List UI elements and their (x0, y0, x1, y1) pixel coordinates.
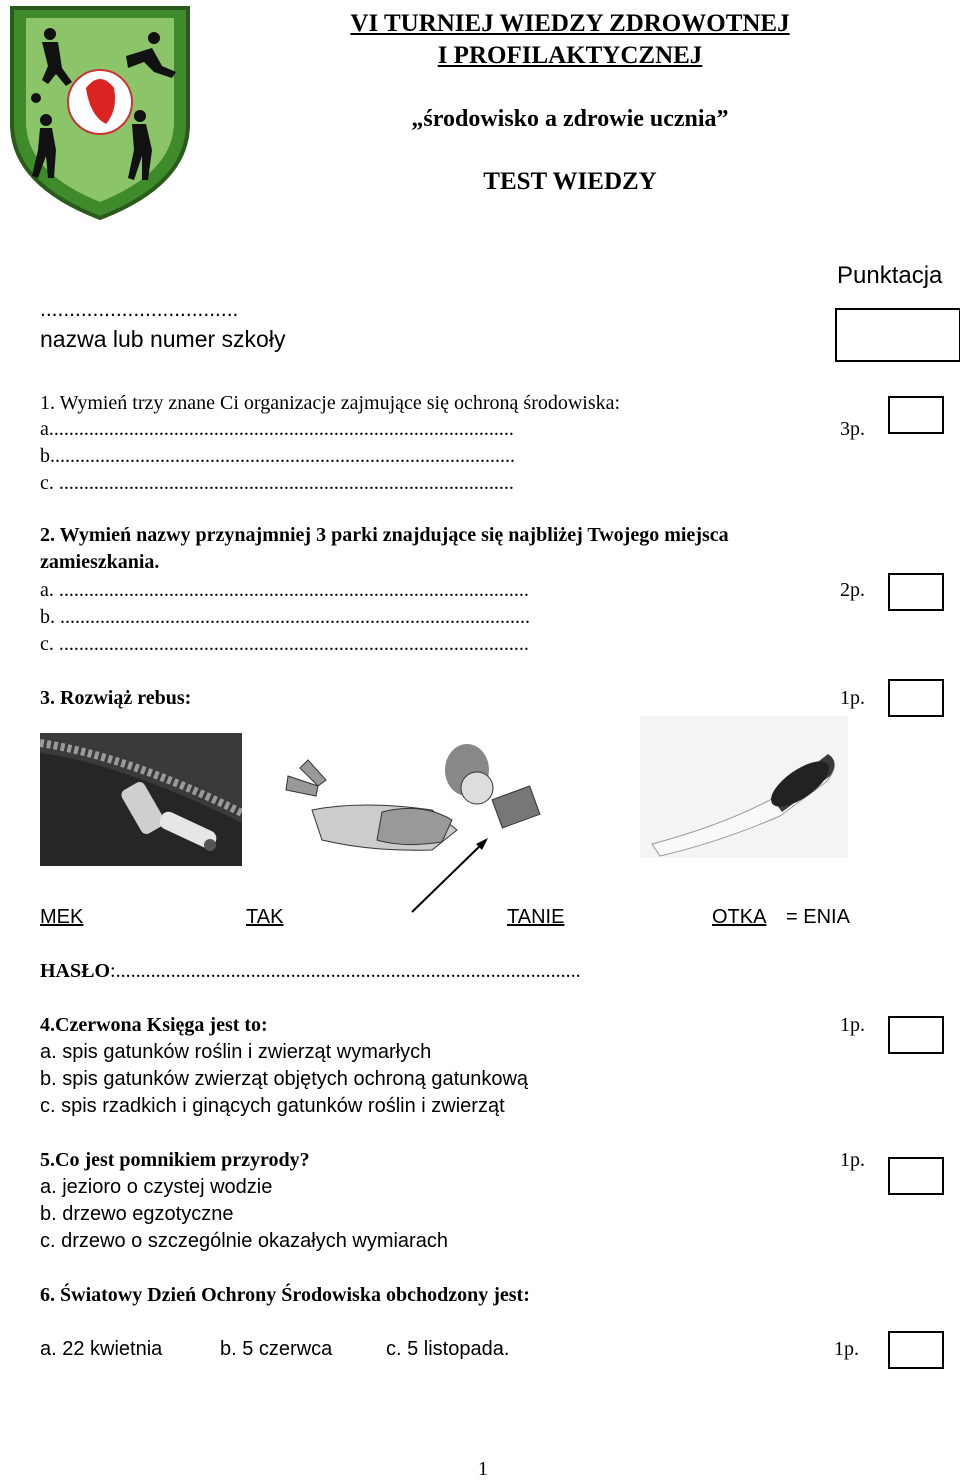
total-score-box[interactable] (835, 308, 960, 362)
q6-option-b[interactable]: b. 5 czerwca (220, 1338, 333, 1360)
q2-score-box[interactable] (888, 573, 944, 611)
q1-score-box[interactable] (888, 396, 944, 434)
rebus-word-3: TANIE (507, 906, 565, 928)
q6-score-box[interactable] (888, 1331, 944, 1369)
q6-points: 1p. (834, 1338, 859, 1360)
question-5: 5.Co jest pomnikiem przyrody? (40, 1149, 310, 1171)
q2-answer-b[interactable]: b. .............................................................................................. (40, 606, 530, 628)
q1-answer-b[interactable]: b............................................................................................. (40, 445, 515, 467)
q6-option-a[interactable]: a. 22 kwietnia (40, 1338, 163, 1360)
q5-points: 1p. (840, 1149, 865, 1171)
test-label: TEST WIEDZY (483, 168, 657, 195)
q5-option-c[interactable]: c. drzewo o szczególnie okazałych wymiarach (40, 1230, 448, 1252)
rebus-word-1: MEK (40, 906, 84, 928)
test-title-line1: VI TURNIEJ WIEDZY ZDROWOTNEJ (350, 10, 790, 37)
zipper-image (40, 733, 242, 866)
q4-option-c[interactable]: c. spis rzadkich i ginących gatunków roślin i zwierząt (40, 1095, 505, 1117)
question-1: 1. Wymień trzy znane Ci organizacje zajmujące się ochroną środowiska: (40, 392, 621, 414)
q5-score-box[interactable] (888, 1157, 944, 1195)
rebus-equation: = ENIA (786, 906, 850, 928)
hairbrush-image (640, 716, 848, 858)
rebus-word-4: OTKA (712, 906, 767, 928)
page-number: 1 (478, 1458, 488, 1480)
q4-score-box[interactable] (888, 1016, 944, 1054)
q3-score-box[interactable] (888, 679, 944, 717)
haslo-dots: :............................................................................................. (110, 960, 581, 982)
haslo-label: HASŁO (40, 960, 111, 982)
q1-answer-c[interactable]: c. ........................................................................................... (40, 472, 514, 494)
rebus-word-2: TAK (246, 906, 284, 928)
test-subtitle: „środowisko a zdrowie ucznia” (411, 106, 729, 132)
q5-option-a[interactable]: a. jezioro o czystej wodzie (40, 1176, 273, 1198)
q4-points: 1p. (840, 1014, 865, 1036)
score-label: Punktacja (837, 262, 943, 289)
q2-answer-a[interactable]: a. .............................................................................................. (40, 579, 529, 601)
q2-points: 2p. (840, 579, 865, 601)
school-crest-logo (6, 4, 194, 222)
question-3: 3. Rozwiąż rebus: (40, 687, 192, 709)
school-dots: .................................. (40, 298, 239, 321)
question-4: 4.Czerwona Księga jest to: (40, 1014, 268, 1036)
q3-points: 1p. (840, 687, 865, 709)
question-2-line1: 2. Wymień nazwy przynajmniej 3 parki znajdujące się najbliżej Twojego miejsca (40, 524, 729, 546)
rebus-arrow (410, 836, 490, 916)
question-6: 6. Światowy Dzień Ochrony Środowiska obchodzony jest: (40, 1284, 530, 1306)
q4-option-a[interactable]: a. spis gatunków roślin i zwierząt wymarłych (40, 1041, 432, 1063)
haslo-row[interactable] (40, 960, 581, 983)
question-2-line2: zamieszkania. (40, 551, 160, 573)
q6-option-c[interactable]: c. 5 listopada. (386, 1338, 510, 1360)
q5-option-b[interactable]: b. drzewo egzotyczne (40, 1203, 234, 1225)
q4-option-b[interactable]: b. spis gatunków zwierząt objętych ochroną gatunkową (40, 1068, 529, 1090)
school-name-label: nazwa lub numer szkoły (40, 326, 286, 352)
q1-points: 3p. (840, 418, 865, 440)
q1-answer-a[interactable]: a............................................................................................. (40, 418, 514, 440)
q2-answer-c[interactable]: c. .............................................................................................. (40, 633, 529, 655)
test-title-line2: I PROFILAKTYCZNEJ (437, 42, 703, 69)
